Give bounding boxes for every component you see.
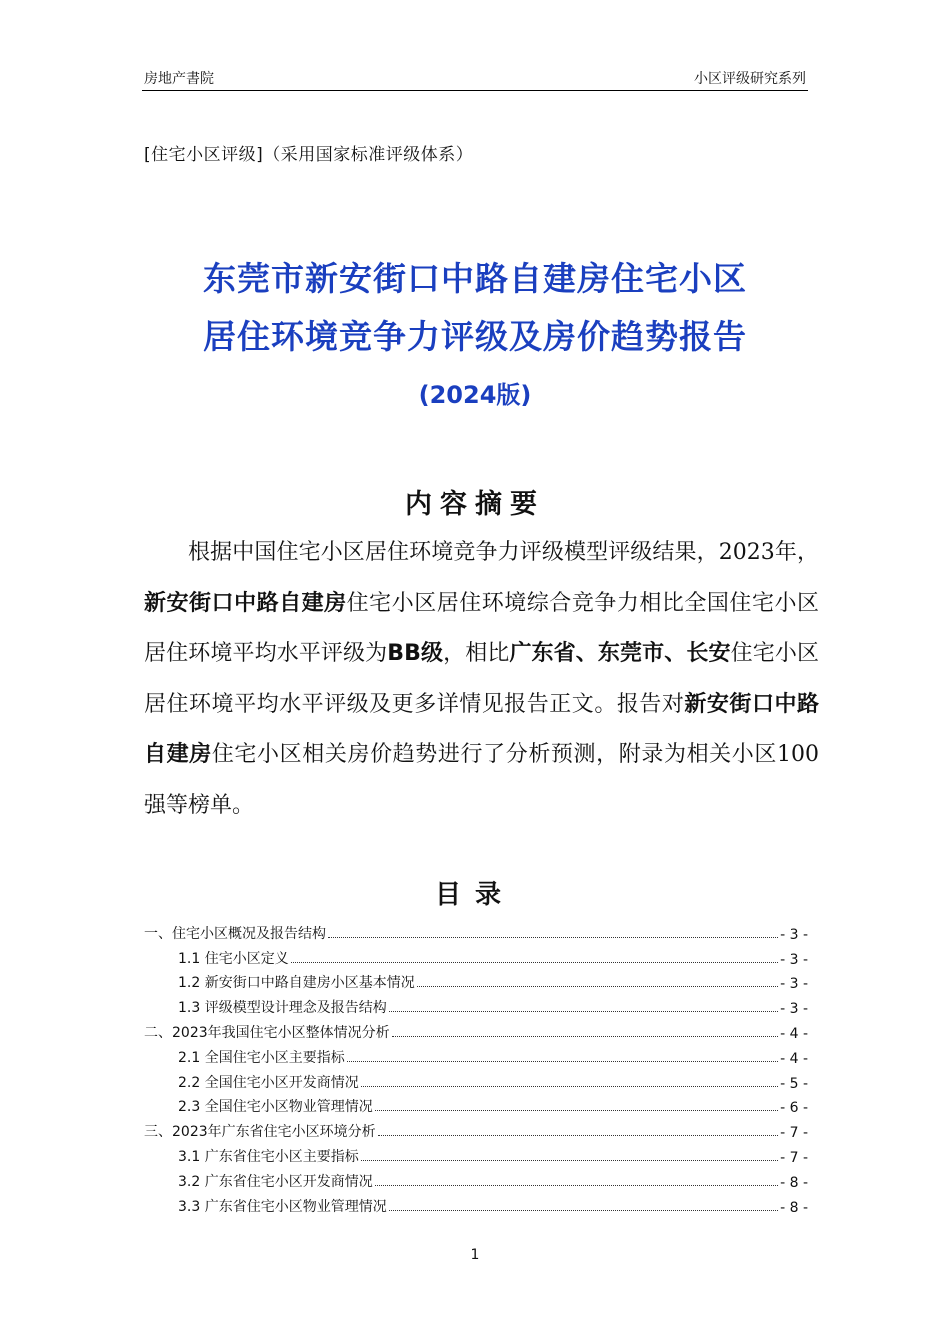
header-publisher: 房地产書院 xyxy=(144,71,214,87)
report-title xyxy=(0,250,950,416)
toc-entry[interactable] xyxy=(144,1042,808,1067)
toc-leader xyxy=(389,1209,778,1211)
toc-entry-label: 二、2023年我国住宅小区整体情况分析 xyxy=(144,1024,390,1041)
toc-entry[interactable] xyxy=(144,918,808,943)
toc-entry-page: - 3 - xyxy=(780,1001,808,1018)
toc-entry-label: 1.1 住宅小区定义 xyxy=(178,950,289,967)
regions: 广东省、东莞市、长安 xyxy=(509,641,731,666)
toc-entry[interactable] xyxy=(144,1191,808,1216)
page-number: 1 xyxy=(470,1247,480,1263)
toc-entry-page: - 8 - xyxy=(780,1199,808,1216)
toc-leader xyxy=(389,1010,778,1012)
community-name: 新安街口中路自建房 xyxy=(144,691,819,767)
header-series: 小区评级研究系列 xyxy=(694,71,806,87)
toc-entry-label: 1.2 新安街口中路自建房小区基本情况 xyxy=(178,975,415,992)
abstract-text: ，相比 xyxy=(443,641,510,666)
report-category: [住宅小区评级]（采用国家标准评级体系） xyxy=(144,145,474,165)
toc-entry-page: - 7 - xyxy=(780,1125,808,1142)
toc-entry[interactable] xyxy=(144,992,808,1017)
toc-leader xyxy=(417,985,778,987)
toc-heading: 目录 xyxy=(434,880,515,910)
toc-entry-page: - 4 - xyxy=(780,1050,808,1067)
toc-entry-page: - 8 - xyxy=(780,1174,808,1191)
toc-entry[interactable] xyxy=(144,1166,808,1191)
abstract-body xyxy=(144,528,819,831)
toc-entry[interactable] xyxy=(144,1017,808,1042)
toc-entry-page: - 3 - xyxy=(780,926,808,943)
toc-entry-page: - 6 - xyxy=(780,1100,808,1117)
abstract-paragraph xyxy=(144,528,819,831)
edition-label: (2024版) xyxy=(418,381,532,409)
abstract-text: 住宅小区相关房价趋势进行了分析预测，附录为相关小区100强等榜单。 xyxy=(144,742,819,818)
toc-entry-label: 2.2 全国住宅小区开发商情况 xyxy=(178,1074,359,1091)
abstract-text: 根据中国住宅小区居住环境竞争力评级模型评级结果，2023年， xyxy=(188,540,819,565)
toc-entry-label: 2.3 全国住宅小区物业管理情况 xyxy=(178,1099,373,1116)
header-divider xyxy=(142,90,808,91)
toc-leader xyxy=(361,1085,778,1087)
toc-entry[interactable] xyxy=(144,1141,808,1166)
toc-entry[interactable] xyxy=(144,968,808,993)
title-line-1: 东莞市新安街口中路自建房住宅小区 xyxy=(203,259,747,298)
toc-leader xyxy=(361,1159,778,1161)
toc-entry-page: - 5 - xyxy=(780,1075,808,1092)
toc-leader xyxy=(347,1060,778,1062)
toc-entry[interactable] xyxy=(144,1116,808,1141)
rating-grade: BB级 xyxy=(387,641,444,666)
toc-entry-label: 3.1 广东省住宅小区主要指标 xyxy=(178,1148,359,1165)
community-name: 新安街口中路自建房 xyxy=(144,590,347,616)
abstract-heading: 内容摘要 xyxy=(405,489,545,520)
toc-entry-page: - 3 - xyxy=(780,951,808,968)
toc-entry-page: - 7 - xyxy=(780,1149,808,1166)
toc-entry-page: - 4 - xyxy=(780,1025,808,1042)
toc-entry[interactable] xyxy=(144,943,808,968)
title-line-2: 居住环境竞争力评级及房价趋势报告 xyxy=(203,317,747,356)
toc-leader xyxy=(328,936,778,938)
toc-leader xyxy=(375,1184,778,1186)
toc-entry[interactable] xyxy=(144,1067,808,1092)
toc-entry-label: 3.3 广东省住宅小区物业管理情况 xyxy=(178,1198,387,1215)
toc-leader xyxy=(392,1035,778,1037)
toc-entry-page: - 3 - xyxy=(780,976,808,993)
table-of-contents xyxy=(144,918,808,1216)
toc-leader xyxy=(375,1109,778,1111)
abstract-text: 住宅小区居住环境平均水平评级及更多详情见报告正文。报告对 xyxy=(144,641,819,717)
toc-entry-label: 3.2 广东省住宅小区开发商情况 xyxy=(178,1173,373,1190)
toc-entry-label: 2.1 全国住宅小区主要指标 xyxy=(178,1049,345,1066)
toc-leader xyxy=(378,1134,778,1136)
toc-entry-label: 三、2023年广东省住宅小区环境分析 xyxy=(144,1124,376,1141)
toc-entry-label: 一、住宅小区概况及报告结构 xyxy=(144,925,326,942)
abstract-text: 住宅小区居住环境综合竞争力相比全国住宅小区居住环境平均水平评级为 xyxy=(144,590,819,666)
toc-leader xyxy=(291,961,778,963)
toc-entry[interactable] xyxy=(144,1092,808,1117)
toc-entry-label: 1.3 评级模型设计理念及报告结构 xyxy=(178,1000,387,1017)
